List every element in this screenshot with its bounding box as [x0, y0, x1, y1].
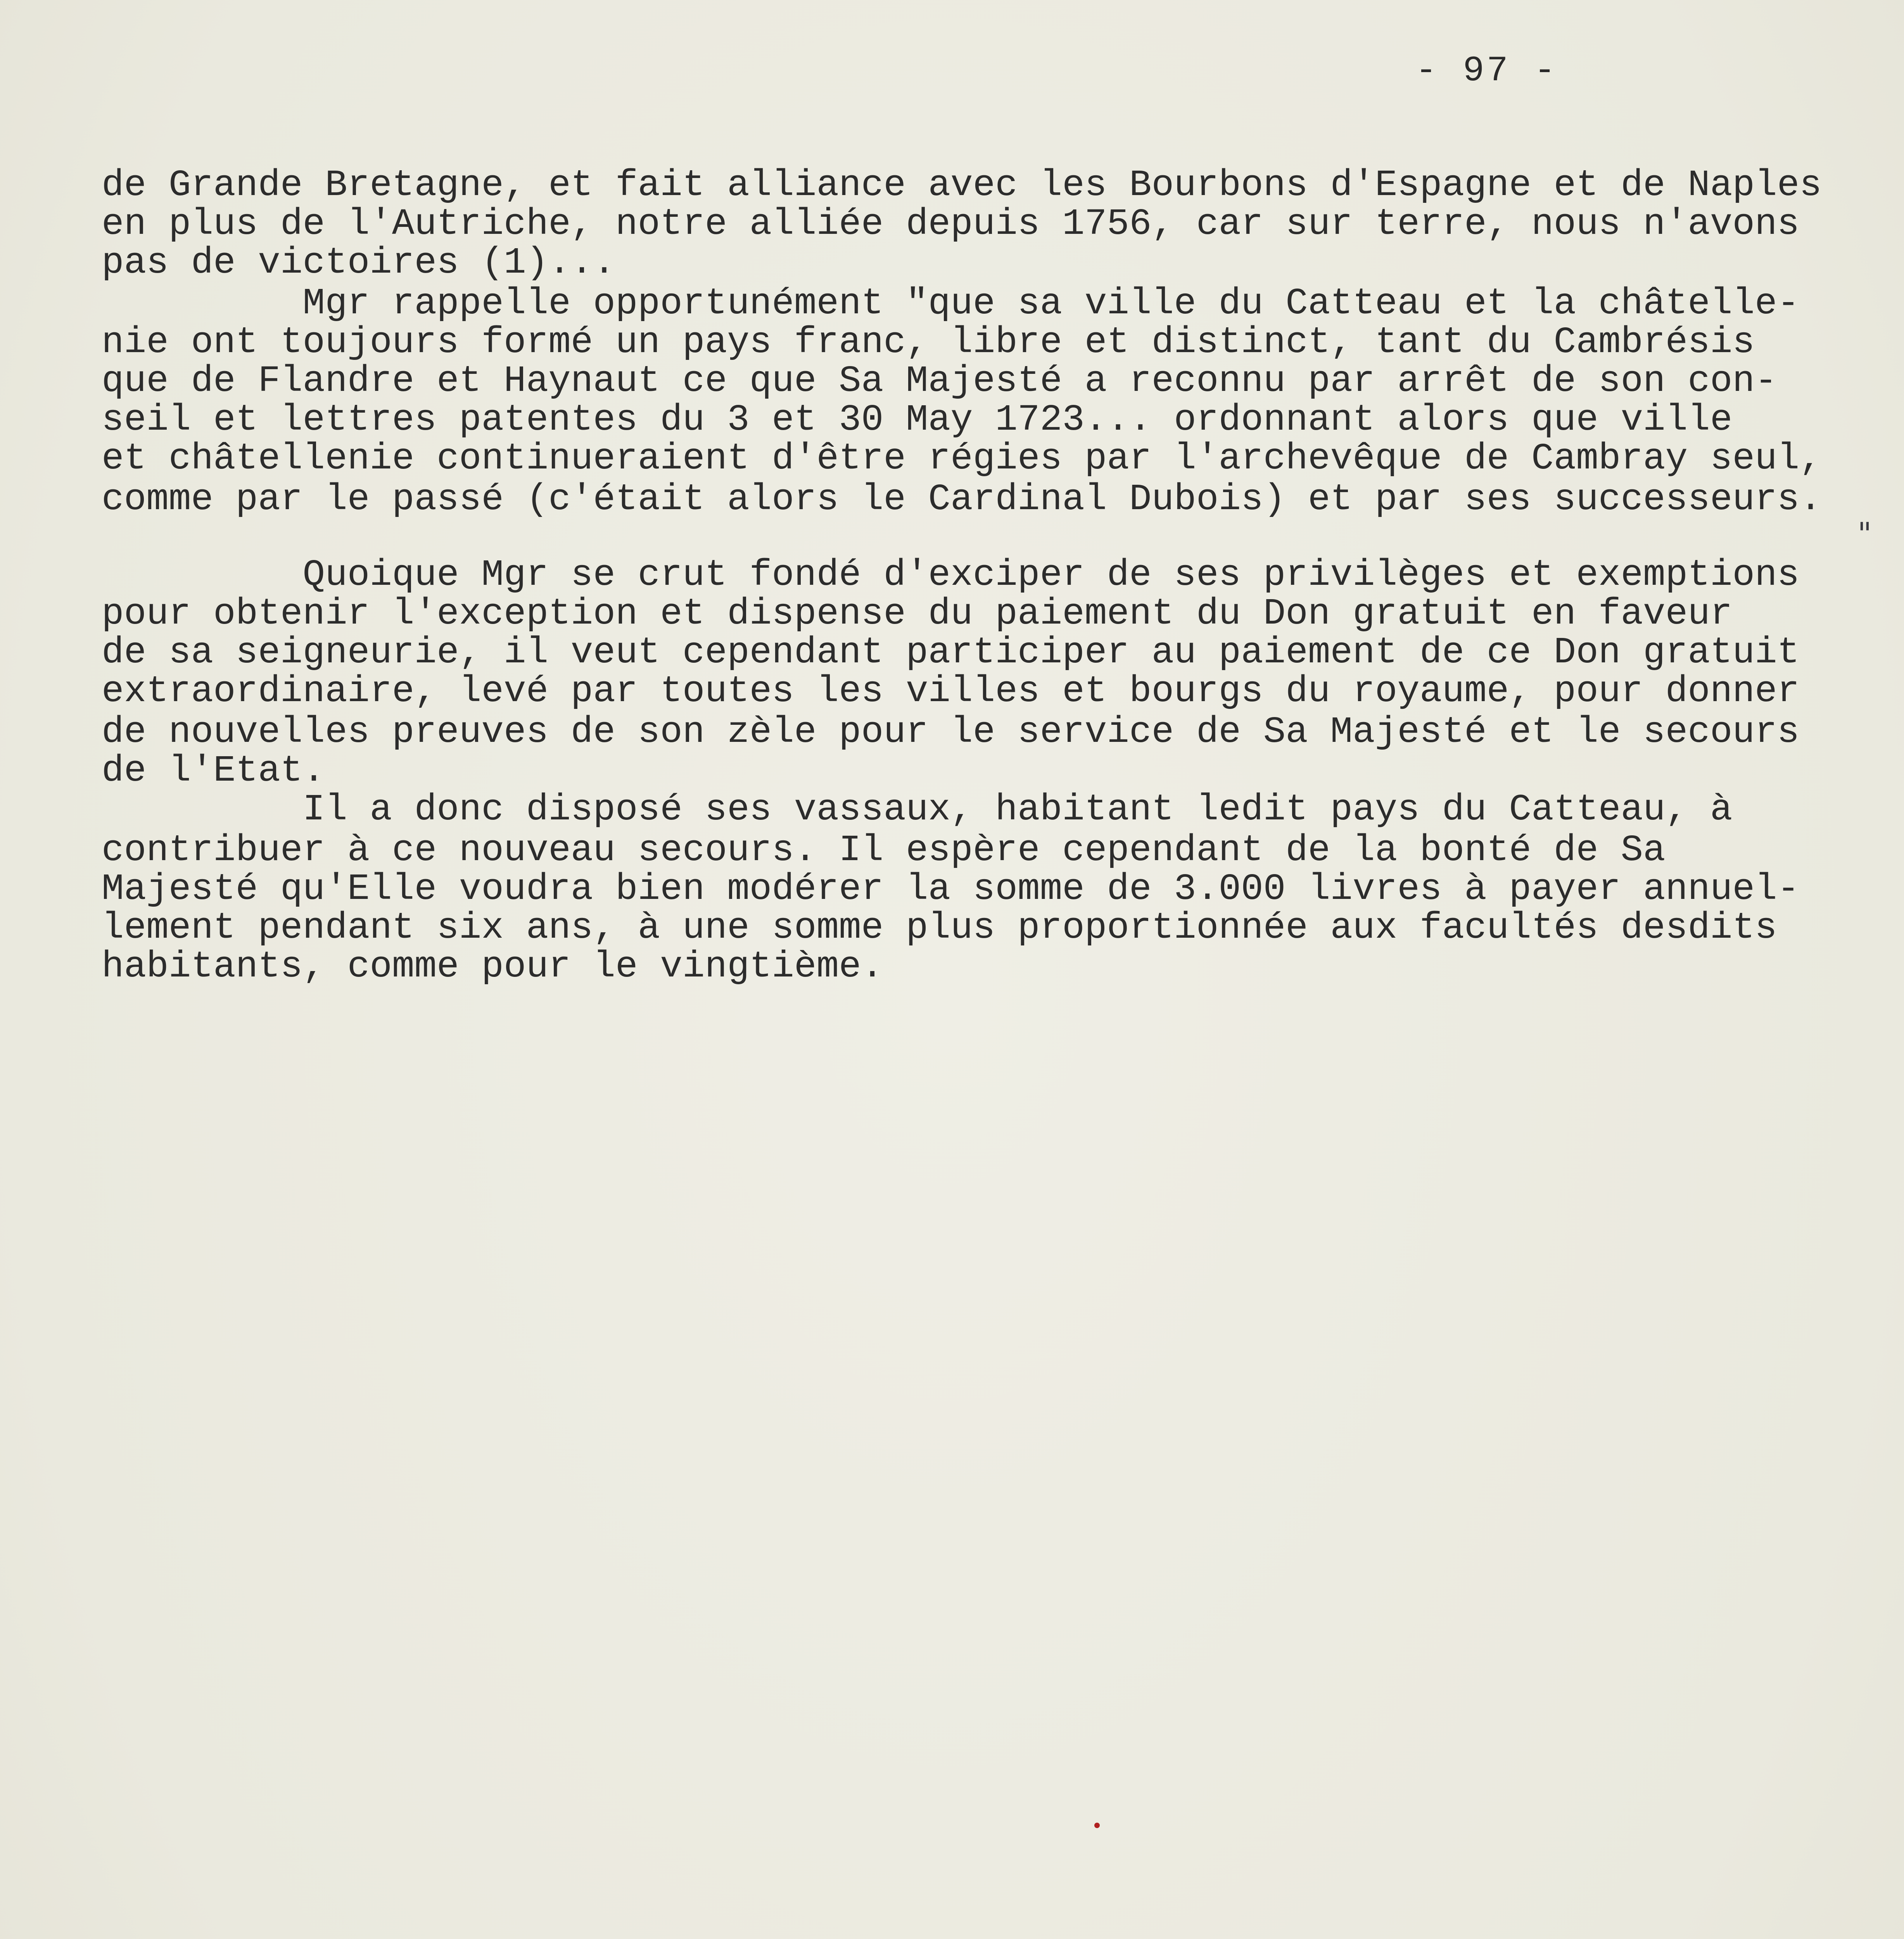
ink-spot: [1094, 1823, 1100, 1828]
body-line-17: contribuer à ce nouveau secours. Il espère cependant de la bonté de Sa: [102, 829, 1666, 871]
body-line-7: seil et lettres patentes du 3 et 30 May 1723... ordonnant alors que ville: [102, 399, 1733, 441]
body-line-10: Quoique Mgr se crut fondé d'exciper de ses privilèges et exemptions: [102, 554, 1800, 596]
body-line-9: comme par le passé (c'était alors le Cardinal Dubois) et par ses successeurs.: [102, 478, 1822, 520]
body-line-11: pour obtenir l'exception et dispense du paiement du Don gratuit en faveur: [102, 593, 1733, 635]
body-line-4: Mgr rappelle opportunément "que sa ville du Catteau et la châtelle-: [102, 282, 1800, 325]
body-line-8: et châtellenie continueraient d'être régies par l'archevêque de Cambray seul,: [102, 437, 1822, 480]
page-number: - 97 -: [1415, 50, 1558, 91]
body-line-2: en plus de l'Autriche, notre alliée depuis 1756, car sur terre, nous n'avons: [102, 203, 1800, 245]
body-line-12: de sa seigneurie, il veut cependant participer au paiement de ce Don gratuit: [102, 631, 1800, 674]
body-line-1: de Grande Bretagne, et fait alliance avec les Bourbons d'Espagne et de Naples: [102, 164, 1822, 206]
body-line-6: que de Flandre et Haynaut ce que Sa Majesté a reconnu par arrêt de son con-: [102, 360, 1777, 402]
body-line-14: de nouvelles preuves de son zèle pour le service de Sa Majesté et le secours: [102, 711, 1800, 753]
body-line-18: Majesté qu'Elle voudra bien modérer la somme de 3.000 livres à payer annuel-: [102, 868, 1800, 910]
body-line-16: Il a donc disposé ses vassaux, habitant ledit pays du Catteau, à: [102, 788, 1733, 831]
body-line-13: extraordinaire, levé par toutes les villes et bourgs du royaume, pour donner: [102, 670, 1800, 712]
body-line-19: lement pendant six ans, à une somme plus proportionnée aux facultés desdits: [102, 907, 1777, 949]
body-line-20: habitants, comme pour le vingtième.: [102, 945, 884, 988]
handwritten-mark: ": [1857, 516, 1872, 552]
body-line-5: nie ont toujours formé un pays franc, libre et distinct, tant du Cambrésis: [102, 321, 1755, 363]
body-line-15: de l'Etat.: [102, 750, 325, 792]
body-line-3: pas de victoires (1)...: [102, 242, 616, 284]
